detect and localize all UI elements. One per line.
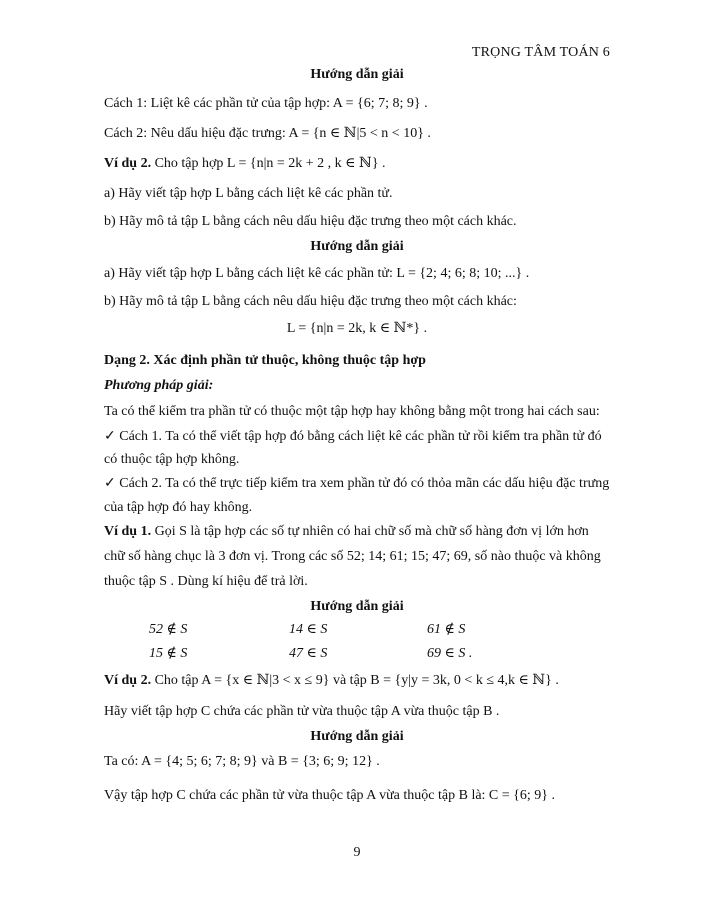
answer-a: a) Hãy viết tập hợp L bằng cách liệt kê các phần tử: L = {2; 4; 6; 8; 10; ...} . — [104, 266, 530, 281]
method-1-line: Cách 1: Liệt kê các phần tử của tập hợp: A = {6; 7; 8; 9} . — [104, 96, 428, 111]
method-2-line: Cách 2: Nêu dấu hiệu đặc trưng: A = {n ∈ ℕ|5 < n < 10} . — [104, 126, 431, 141]
method-1-text: ✓ Cách 1. Ta có thể viết tập hợp đó bằng cách liệt kê các phần tử rồi kiểm tra phần tử đó — [104, 429, 602, 444]
example-2b-statement — [104, 672, 559, 690]
solution-heading: Hướng dẫn giải — [310, 67, 404, 82]
section-heading: Dạng 2. Xác định phần tử thuộc, không thuộc tập hợp — [104, 353, 426, 368]
question-a: a) Hãy viết tập hợp L bằng cách liệt kê các phần tử. — [104, 186, 393, 201]
membership-cell: 69 ∈ S . — [427, 646, 473, 661]
method-2-text-cont: của tập hợp đó hay không. — [104, 500, 253, 515]
method-heading: Phương pháp giải: — [104, 378, 214, 393]
solution-line-2: Vậy tập hợp C chứa các phần tử vừa thuộc tập A vừa thuộc tập B là: C = {6; 9} . — [104, 788, 555, 803]
solution-heading: Hướng dẫn giải — [310, 729, 404, 744]
example-label: Ví dụ 1. — [104, 524, 152, 539]
page-number: 9 — [353, 845, 361, 860]
set-formula: L = {n|n = 2k, k ∈ ℕ*} . — [286, 321, 428, 336]
membership-cell: 14 ∈ S — [289, 622, 328, 637]
example-text: Gọi S là tập hợp các số tự nhiên có hai chữ số mà chữ số hàng đơn vị lớn hơn — [151, 524, 589, 539]
solution-line-1: Ta có: A = {4; 5; 6; 7; 8; 9} và B = {3; 6; 9; 12} . — [104, 754, 380, 769]
membership-cell: 61 ∉ S — [427, 622, 466, 637]
example-1-cont2: thuộc tập S . Dùng kí hiệu để trả lời. — [104, 574, 308, 589]
method-1-text-cont: có thuộc tập hợp không. — [104, 452, 240, 467]
membership-cell: 52 ∉ S — [149, 622, 188, 637]
method-2-text: ✓ Cách 2. Ta có thể trực tiếp kiểm tra xem phần tử đó có thỏa mãn các dấu hiệu đặc trưng — [104, 476, 610, 491]
method-intro: Ta có thể kiểm tra phần tử có thuộc một tập hợp hay không bằng một trong hai cách sau: — [104, 404, 600, 419]
running-header: TRỌNG TÂM TOÁN 6 — [471, 45, 610, 60]
example-label: Ví dụ 2. — [104, 673, 152, 688]
solution-heading: Hướng dẫn giải — [310, 239, 404, 254]
example-2-statement — [104, 155, 386, 173]
example-label: Ví dụ 2. — [104, 156, 152, 171]
solution-heading: Hướng dẫn giải — [310, 599, 404, 614]
example-text: Cho tập hợp L = {n|n = 2k + 2 , k ∈ ℕ} . — [151, 156, 386, 171]
answer-b: b) Hãy mô tả tập L bằng cách nêu dấu hiệu đặc trưng theo một cách khác: — [104, 294, 517, 309]
membership-cell: 15 ∉ S — [149, 646, 188, 661]
example-2b-question: Hãy viết tập hợp C chứa các phần tử vừa thuộc tập A vừa thuộc tập B . — [104, 704, 500, 719]
question-b: b) Hãy mô tả tập L bằng cách nêu dấu hiệu đặc trưng theo một cách khác. — [104, 214, 517, 229]
example-text: Cho tập A = {x ∈ ℕ|3 < x ≤ 9} và tập B = {y|y = 3k, 0 < k ≤ 4,k ∈ ℕ} . — [151, 673, 559, 688]
membership-cell: 47 ∈ S — [289, 646, 328, 661]
example-1-statement — [104, 523, 589, 541]
example-1-cont: chữ số hàng chục là 3 đơn vị. Trong các số 52; 14; 61; 15; 47; 69, số nào thuộc và không — [104, 549, 601, 564]
